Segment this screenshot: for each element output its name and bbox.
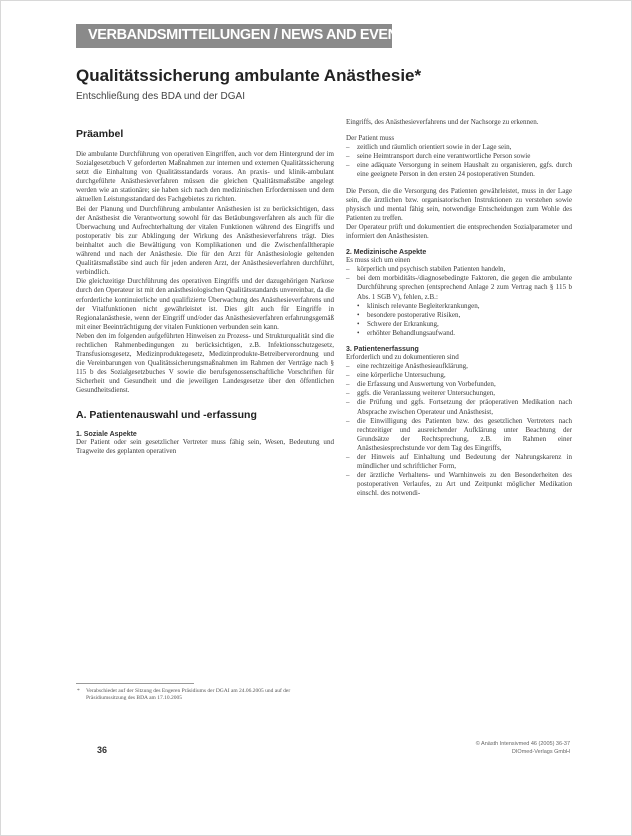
list-item: – die Prüfung und ggfs. Fortsetzung der präoperativen Medikation nach Absprache zwischen Operateur und Anästhesist, <box>346 398 572 416</box>
footnote-mark: * <box>77 688 80 694</box>
article-subtitle: Entschließung des BDA und der DGAI <box>76 91 245 102</box>
publisher-line: DIOmed-Verlags GmbH <box>511 748 570 755</box>
paragraph: Der Operateur prüft und dokumentiert die entsprechenden Sozialparameter und informiert den Anästhesisten. <box>346 222 572 241</box>
list-item: – seine Heimtransport durch eine verantwortliche Person sowie <box>346 152 572 161</box>
right-column <box>346 118 572 498</box>
paragraph: Erforderlich und zu dokumentieren sind <box>346 352 459 361</box>
paragraph: Bei der Planung und Durchführung ambulanter Anästhesien ist zu berücksichtigen, dass der Anästhesist die Verantwortung sowohl für das Betäubungsverfahren als auch für die Überwachung und Aufrechterhaltung der vitalen Funktionen während des Eingriffs und postoperativ bis zur Abklingung der Wirkung des Anästhesieverfahrens trägt. Dies beinhaltet auch die Bewältigung von Komplikationen und die Zwischenfalltherapie während und nach der Anästhesie. Die für den Arzt für Anästhesiologie geltenden Qualitätsmaßstäbe sind auch für jeden anderen Arzt, der Anästhesieverfahren durchführt, verbindlich. <box>76 204 334 277</box>
bullet-item: • besondere postoperative Risiken, <box>346 311 572 320</box>
list-item: – die Erfassung und Auswertung von Vorbefunden, <box>346 380 572 389</box>
list-item: – eine rechtzeitige Anästhesieaufklärung, <box>346 362 572 371</box>
section-banner <box>76 24 416 48</box>
paragraph: Neben den im folgenden aufgeführten Hinweisen zu Prozess- und Strukturqualität sind die rechtlichen Rahmenbedingungen zu berücksichtigen, z.B. Infektionsschutzgesetz, Transfusionsgesetz, Medizinproduktegesetz, Medizinprodukte-Betreiberverordnung und die Vereinbarungen von Qualitätssicherungsmaßnahmen im Rahmen der Verträge nach § 115 b des Sozialgesetzbuches V sowie die berufsgenossenschaftliche Vorschriften für Sicherheit und Gesundheit und die jeweiligen Landesgesetze über den öffentlichen Gesundheitsdienst. <box>76 331 334 395</box>
bullet-item: • Schwere der Erkrankung, <box>346 320 572 329</box>
bullet-item: • erhöhter Behandlungsaufwand. <box>346 329 572 338</box>
list-item: – eine adäquate Versorgung in seinem Haushalt zu organisieren, ggfs. durch eine geeignete Person in den ersten 24 postoperativen Stunden. <box>346 161 572 179</box>
page-number: 36 <box>97 745 108 755</box>
list-item: – ggfs. die Veranlassung weiterer Untersuchungen, <box>346 389 572 398</box>
paragraph: Die Person, die die Versorgung des Patienten gewährleistet, muss in der Lage sein, die ärztlichen bzw. organisatorischen Instruktionen zu verstehen sowie physisch und mental fähig sein, notwendige Entscheidungen zum Wohle des Patienten zu treffen. <box>346 186 572 222</box>
publisher-line: © Anästh Intensivmed 46 (2005) 36-37 <box>475 741 570 747</box>
banner-label: VERBANDSMITTEILUNGEN / NEWS AND EVENTS <box>88 27 416 43</box>
paragraph: Die ambulante Durchführung von operativen Eingriffen, auch vor dem Hintergrund der im Sozialgesetzbuch V geforderten Maßnahmen zur internen und externen Qualitätssicherung setzt die Einhaltung von Qualitätsstandards voraus. An praxis- und klinik-ambulant durchgeführte Anästhesieverfahren müssen die gleichen Qualitätsmaßstäbe angelegt werden wie an stationäre; sie haben sich nach den medizinischen Erfordernissen und dem aktuellen Leistungsstandard des Fachgebietes zu richten. <box>76 150 334 204</box>
list-item: – die Einwilligung des Patienten bzw. des gesetzlichen Vertreters nach rechtzeitiger und ausreichender Aufklärung unter Beachtung der Grundsätze der Rechtsprechung, z.B. im Rahmen einer Anästhesiesprechstunde vor dem Tag des Eingriffs, <box>346 417 572 453</box>
section-heading-patientenauswahl: A. Patientenauswahl und -erfassung <box>76 408 257 421</box>
list-item: – der ärztliche Verhaltens- und Warnhinweis zu den Besonderheiten des postoperativen Verlaufes, zu Art und Zeitpunkt möglicher Medikation einschl. des notwendi- <box>346 471 572 498</box>
list-item: – eine körperliche Untersuchung, <box>346 371 572 380</box>
subsection-heading-medizinische-aspekte: 2. Medizinische Aspekte <box>346 249 427 257</box>
paragraph: Eingriffs, des Anästhesieverfahrens und der Nachsorge zu erkennen. <box>346 118 539 126</box>
publisher-info <box>476 741 570 756</box>
left-column <box>76 118 334 456</box>
subsection-heading-patientenerfassung: 3. Patientenerfassung <box>346 345 419 353</box>
footnote-divider <box>76 683 194 684</box>
list-item: – zeitlich und räumlich orientiert sowie in der Lage sein, <box>346 143 572 152</box>
paragraph: Es muss sich um einen <box>346 256 411 265</box>
paragraph: Der Patient oder sein gesetzlicher Vertreter muss fähig sein, Wesen, Bedeutung und Tragweite des geplanten operativen <box>76 437 334 455</box>
list-item: – bei dem morbiditäts-/diagnosebedingte Faktoren, die gegen die ambulante Durchführung sprechen (entsprechend Anlage 2 zum Vertrag nach § 115 b Abs. 1 SGB V), fehlen, z.B.: <box>346 274 572 301</box>
article-title: Qualitätssicherung ambulante Anästhesie* <box>76 66 422 85</box>
footnote <box>77 688 326 702</box>
paragraph: Der Patient muss <box>346 134 395 143</box>
paragraph: Die gleichzeitige Durchführung des operativen Eingriffs und der dazugehörigen Narkose durch den Operateur ist mit den anästhesiologischen Qualitätsstandards unvereinbar, da die erforderliche kontinuierliche und qualifizierte Überwachung des Anästhesieverfahrens und der Vitalfunktionen nicht gewährleistet ist. Dies gilt auch für Eingriffe in Regionalanästhesie, wenn der Eingriff und/oder das Anästhesieverfahren erfahrungsgemäß mit einer Beeinträchtigung der vitalen Funktionen verbunden sein kann. <box>76 277 334 331</box>
subsection-heading-soziale-aspekte: 1. Soziale Aspekte <box>76 430 137 438</box>
bullet-item: • klinisch relevante Begleiterkrankungen, <box>346 302 572 311</box>
list-item: – der Hinweis auf Einhaltung und Bedeutung der Nahrungskarenz in mündlicher und schriftlicher Form, <box>346 453 572 471</box>
list-item: – körperlich und psychisch stabilen Patienten handeln, <box>346 265 572 274</box>
footnote-text: Verabschiedet auf der Sitzung des Engeren Präsidiums der DGAI am 24.06.2005 und auf der Präsidiumssitzung des BDA am 17.10.2005 <box>86 688 291 701</box>
section-heading-praeambel: Präambel <box>76 128 124 140</box>
